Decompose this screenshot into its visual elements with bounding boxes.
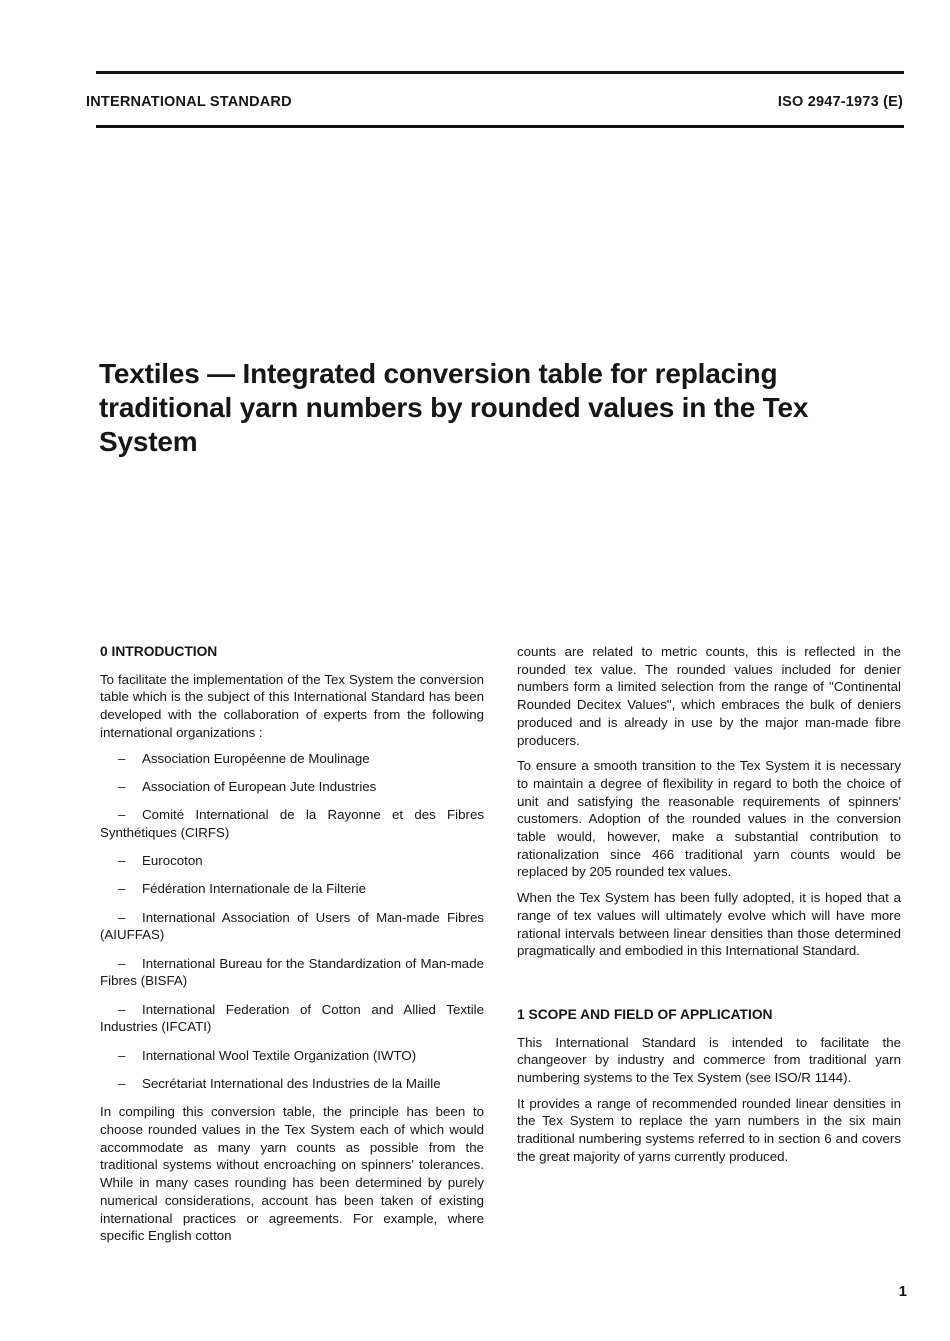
document-title: Textiles — Integrated conversion table for replacing traditional yarn numbers by rounded values in the Tex System [99,358,809,457]
organization-name: International Association of Users of Man-made Fibres (AIUFFAS) [100,909,484,943]
intro-paragraph-2-continued: counts are related to metric counts, this is reflected in the rounded tex value. The rounded values included for denier numbers form a limited selection from the range of "Continental Rounded Decitex Values", which embraces the bulk of deniers produced and is already in use by the major man-made fibre producers. [517,644,901,748]
organization-list-item [100,1047,484,1065]
scope-heading: 1 SCOPE AND FIELD OF APPLICATION [517,1006,773,1022]
left-column [100,643,484,1253]
organization-list [100,750,484,1093]
list-dash: – [118,1001,126,1017]
organization-name: International Bureau for the Standardization of Man-made Fibres (BISFA) [100,955,484,989]
document-type-label: INTERNATIONAL STANDARD [86,94,292,110]
organization-list-item [100,852,484,870]
organization-list-item [100,909,484,944]
organization-name: International Federation of Cotton and Allied Textile Industries (IFCATI) [100,1001,484,1035]
organization-list-item [100,955,484,990]
scope-paragraph-2: It provides a range of recommended rounded linear densities in the Tex System to replace the yarn numbers in the six main traditional numbering systems referred to in section 6 and covers the great majority of yarns currently produced. [517,1095,901,1164]
list-dash: – [118,881,126,897]
introduction-heading: 0 INTRODUCTION [100,644,218,659]
intro-paragraph-2: In compiling this conversion table, the principle has been to choose rounded values in the Tex System each of which would accommodate as many yarn counts as possible from the traditional systems without encroaching on spinners' tolerances. While in many cases rounding has been determined by purely numerical considerations, account has been taken of existing international practices or agreements. For example, where specific English cotton [100,1104,484,1244]
intro-paragraph-4: When the Tex System has been fully adopted, it is hoped that a range of tex values will ultimately evolve which will have more rational intervals between linear densities than those determined pragmatically and embodied in this International Standard. [517,890,901,959]
page-number: 1 [898,1283,907,1300]
organization-name: Association Européenne de Moulinage [142,750,370,766]
standard-number: ISO 2947-1973 (E) [777,94,903,110]
scope-paragraph-1: This International Standard is intended to facilitate the changeover by industry and commerce from traditional yarn numbering systems to the Tex System (see ISO/R 1144). [517,1034,901,1086]
right-column [517,643,901,1174]
organization-list-item [100,1001,484,1036]
list-dash: – [118,955,126,971]
intro-paragraph-1: To facilitate the implementation of the Tex System the conversion table which is the subject of this International Standard has been developed with the collaboration of experts from the following international organizations : [100,671,484,740]
organization-list-item [100,806,484,841]
intro-paragraph-3: To ensure a smooth transition to the Tex System it is necessary to maintain a degree of flexibility in regard to both the choice of unit and satisfying the reasonable requirements of spinners' customers. Adoption of the rounded values in the conversion table would, however, make a substantial contribution to rationalization since 466 traditional yarn counts would be replaced by 205 rounded tex values. [517,758,901,880]
organization-list-item [100,1075,484,1093]
list-dash: – [118,1076,126,1091]
list-dash: – [118,1047,126,1063]
header-top-rule [96,71,904,74]
organization-name: Secrétariat International des Industries de la Maille [142,1076,441,1091]
organization-name: Eurocoton [142,853,203,869]
list-dash: – [118,750,126,766]
organization-name: International Wool Textile Organization (IWTO) [142,1047,417,1063]
list-dash: – [118,807,126,823]
organization-name: Comité International de la Rayonne et des Fibres Synthétiques (CIRFS) [100,807,484,840]
list-dash: – [118,778,126,794]
organization-name: Fédération Internationale de la Filterie [142,881,366,897]
organization-list-item [100,750,484,768]
organization-list-item [100,880,484,898]
organization-list-item [100,778,484,796]
list-dash: – [118,909,126,925]
header-bottom-rule [96,125,904,128]
list-dash: – [118,853,126,869]
organization-name: Association of European Jute Industries [142,778,377,794]
